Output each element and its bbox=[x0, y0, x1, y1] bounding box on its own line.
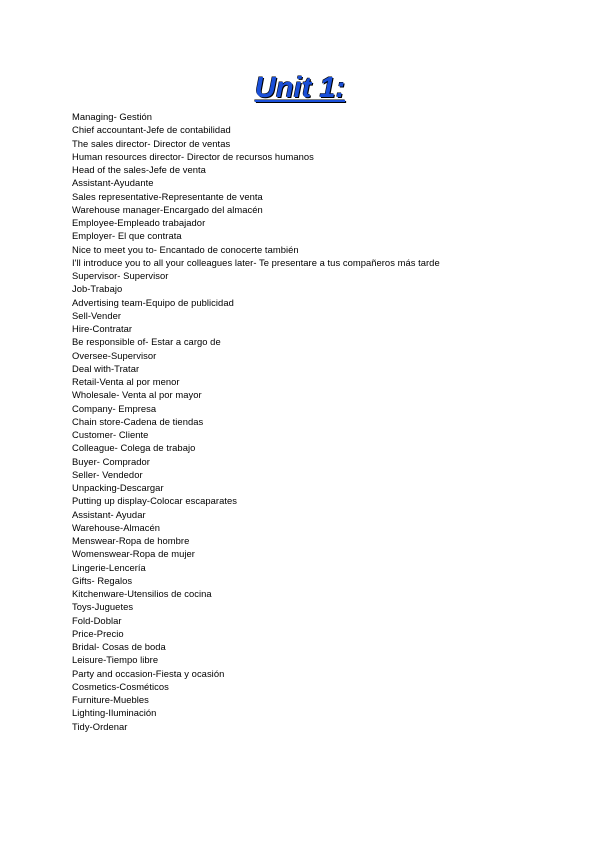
vocabulary-entry: Lingerie-Lencería bbox=[72, 561, 146, 573]
vocabulary-entry: Wholesale- Venta al por mayor bbox=[72, 389, 202, 401]
vocabulary-entry: Retail-Venta al por menor bbox=[72, 376, 180, 387]
vocabulary-entry: Tidy-Ordenar bbox=[72, 720, 128, 732]
vocabulary-entry: Human resources director- Director de recursos humanos bbox=[72, 150, 314, 162]
vocabulary-entry: Menswear-Ropa de hombre bbox=[72, 535, 190, 546]
vocabulary-entry: Be responsible of- Estar a cargo de bbox=[72, 336, 221, 348]
vocabulary-entry: Leisure-Tiempo libre bbox=[72, 654, 159, 666]
vocabulary-entry: Managing- Gestión bbox=[72, 111, 153, 122]
vocabulary-entry: Price-Precio bbox=[72, 627, 124, 639]
vocabulary-entry: Kitchenware-Utensilios de cocina bbox=[72, 588, 212, 599]
vocabulary-entry: Employer- El que contrata bbox=[72, 230, 182, 242]
vocabulary-entry: Colleague- Colega de trabajo bbox=[72, 442, 196, 454]
vocabulary-entry: Buyer- Comprador bbox=[72, 455, 150, 467]
vocabulary-entry: Assistant- Ayudar bbox=[72, 508, 146, 520]
vocabulary-entry: Oversee-Supervisor bbox=[72, 349, 157, 361]
vocabulary-entry: Fold-Doblar bbox=[72, 614, 122, 626]
vocabulary-entry: Furniture-Muebles bbox=[72, 694, 149, 705]
unit-title bbox=[0, 68, 600, 106]
vocabulary-entry: Company- Empresa bbox=[72, 402, 157, 414]
vocabulary-entry: Supervisor- Supervisor bbox=[72, 270, 169, 281]
vocabulary-entry: Cosmetics-Cosméticos bbox=[72, 680, 169, 692]
vocabulary-entry: Chain store-Cadena de tiendas bbox=[72, 415, 204, 427]
vocabulary-entry: Putting up display-Colocar escaparates bbox=[72, 495, 238, 507]
vocabulary-entry: Warehouse manager-Encargado del almacén bbox=[72, 203, 263, 215]
vocabulary-entry: Deal with-Tratar bbox=[72, 362, 140, 374]
vocabulary-entry: Gifts- Regalos bbox=[72, 574, 133, 586]
vocabulary-entry: Job-Trabajo bbox=[72, 283, 123, 295]
vocabulary-entry: Seller- Vendedor bbox=[72, 468, 143, 480]
vocabulary-entry: Assistant-Ayudante bbox=[72, 177, 154, 189]
vocabulary-entry: Sell-Vender bbox=[72, 309, 122, 321]
vocabulary-entry: Advertising team-Equipo de publicidad bbox=[72, 296, 234, 308]
vocabulary-entry: Party and occasion-Fiesta y ocasión bbox=[72, 667, 225, 679]
vocabulary-entry: Chief accountant-Jefe de contabilidad bbox=[72, 124, 231, 136]
vocabulary-entry: Nice to meet you to- Encantado de conocerte también bbox=[72, 243, 299, 255]
vocabulary-entry: Customer- Cliente bbox=[72, 429, 149, 440]
vocabulary-entry: Womenswear-Ropa de mujer bbox=[72, 548, 195, 560]
vocabulary-entry: Sales representative-Representante de venta bbox=[72, 190, 263, 202]
vocabulary-entry: Warehouse-Almacén bbox=[72, 521, 161, 533]
vocabulary-entry: Employee-Empleado trabajador bbox=[72, 217, 206, 228]
vocabulary-entry: Head of the sales-Jefe de venta bbox=[72, 164, 206, 175]
vocabulary-entry: Toys-Juguetes bbox=[72, 601, 134, 613]
vocabulary-entry: Hire-Contratar bbox=[72, 323, 133, 334]
vocabulary-entry: I'll introduce you to all your colleagues later- Te presentare a tus compañeros más tarde bbox=[72, 256, 440, 268]
unit-title-text: Unit 1: bbox=[254, 72, 346, 104]
vocabulary-entry: The sales director- Director de ventas bbox=[72, 137, 231, 149]
vocabulary-entry: Unpacking-Descargar bbox=[72, 482, 164, 493]
vocabulary-list bbox=[72, 110, 440, 733]
vocabulary-entry: Bridal- Cosas de boda bbox=[72, 641, 166, 652]
vocabulary-entry: Lighting-Iluminación bbox=[72, 707, 157, 719]
